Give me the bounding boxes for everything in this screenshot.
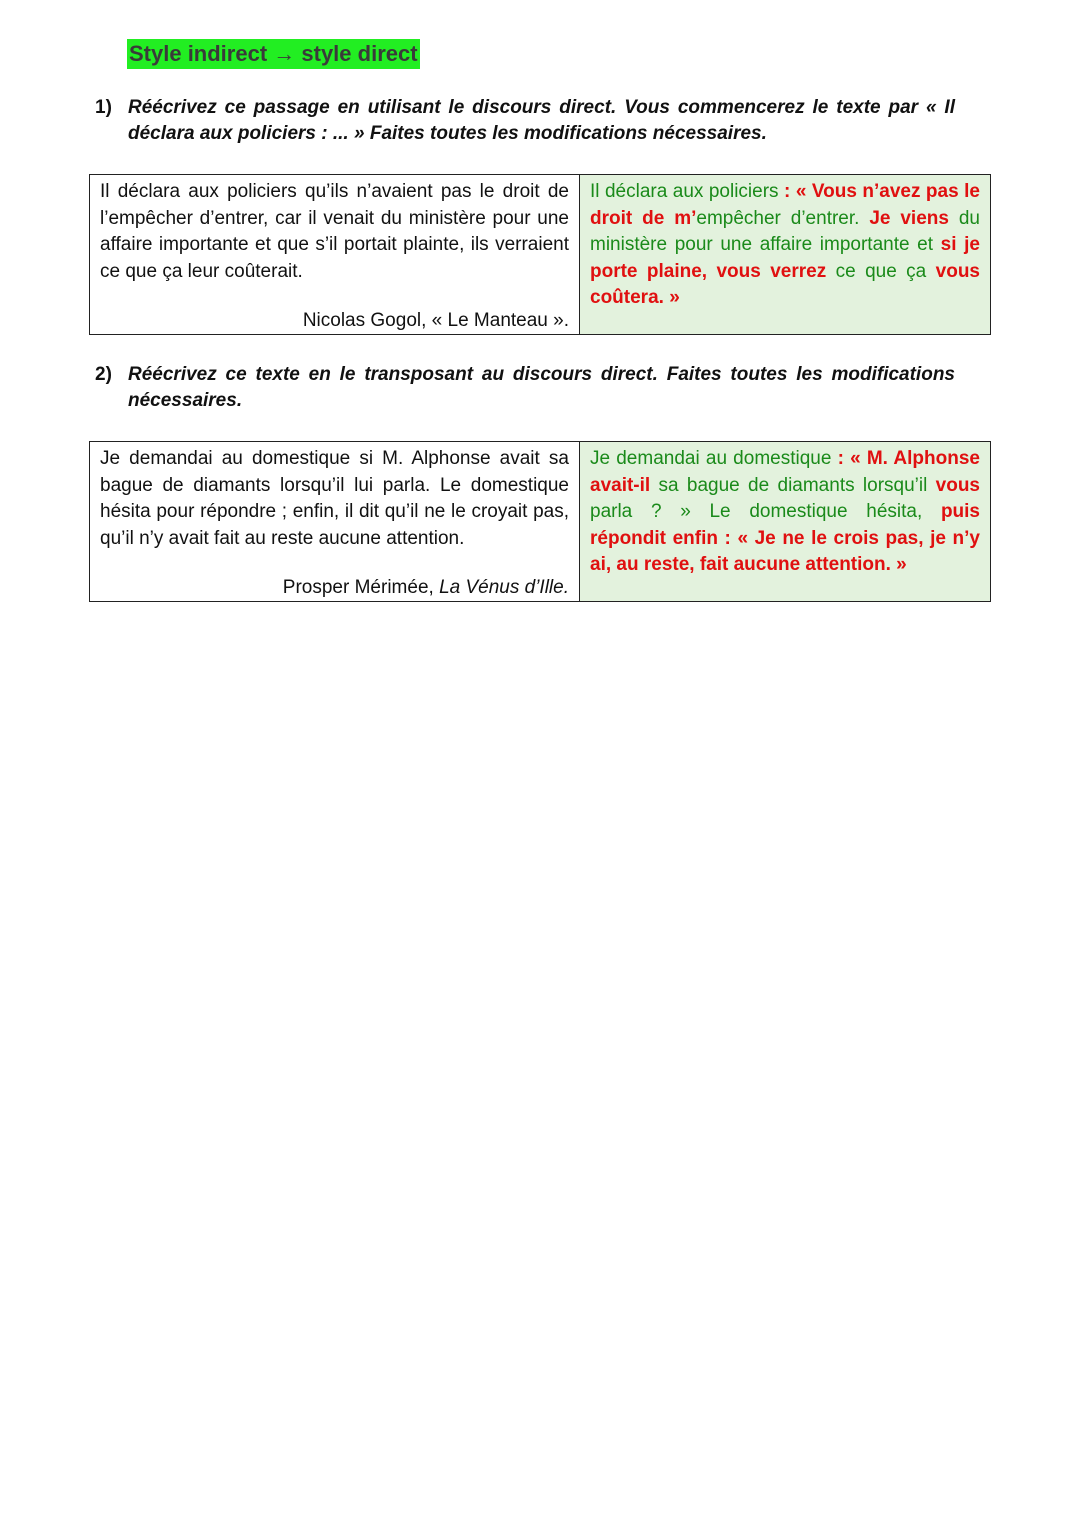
- exercise-2-answer-segment: vous: [935, 474, 980, 496]
- exercise-1-answer-segment: ce que ça: [826, 260, 936, 282]
- exercise-1-source-cell: [90, 175, 580, 335]
- exercise-1-attribution: Nicolas Gogol, « Le Manteau ».: [302, 309, 569, 331]
- page-title: Style indirect → style direct: [127, 39, 420, 69]
- exercise-2-attribution: [283, 575, 569, 602]
- exercise-1-table: [89, 174, 991, 335]
- exercise-2-number: 2): [95, 364, 112, 385]
- exercise-2-attribution-work: La Vénus d’Ille.: [439, 576, 569, 598]
- exercise-2-answer-segment: parla ? » Le domestique hésita,: [590, 501, 941, 522]
- exercise-1-instruction-text: Réécrivez ce passage en utilisant le discours direct. Vous commencerez le texte par « Il déclara aux policiers : ... » Faites toutes les modifications nécessaires.: [128, 97, 955, 144]
- exercise-1-answer-segment: Il déclara aux policiers: [590, 181, 785, 202]
- exercise-2-source-text: Je demandai au domestique si M. Alphonse avait sa bague de diamants lorsqu’il lui parla. Le domestique hésita pour répondre ; enfin, il dit qu’il ne le croyait pas, qu’il n’y avait fait au reste aucune attention.: [100, 448, 569, 549]
- exercise-1-answer-segment: empêcher d’entrer.: [696, 207, 870, 229]
- exercise-1-answer-segment: vous coûtera. »: [590, 260, 981, 308]
- exercise-1-number: 1): [95, 97, 112, 118]
- exercise-2-source-cell: [90, 442, 580, 602]
- exercise-1-instruction: [95, 95, 955, 147]
- exercise-1-answer-segment: : « Vous n’avez pas le droit de m’: [590, 181, 980, 229]
- exercise-2-attribution-author: Prosper Mérimée,: [282, 576, 440, 598]
- exercise-2-answer-segment: sa bague de diamants lorsqu’il: [650, 474, 936, 496]
- exercise-2-answer-cell: [580, 442, 991, 602]
- exercise-2-answer-segment: puis répondit enfin : « Je ne le crois pas, je n’y ai, au reste, fait aucune attention. »: [590, 501, 980, 575]
- exercise-1-answer-segment: Je viens: [869, 207, 949, 229]
- exercise-1-source-text: Il déclara aux policiers qu’ils n’avaient pas le droit de l’empêcher d’entrer, car il venait du ministère pour une affaire importante et que s’il portait plainte, ils verraient ce que ça leur coûterait.: [100, 181, 569, 282]
- exercise-1-answer-cell: [580, 175, 991, 335]
- exercise-2-table: [89, 441, 991, 602]
- exercise-2-instruction: [95, 362, 955, 414]
- exercise-2-instruction-text: Réécrivez ce texte en le transposant au discours direct. Faites toutes les modifications nécessaires.: [128, 364, 955, 411]
- exercise-2-answer-segment: Je demandai au domestique: [590, 448, 838, 469]
- exercise-1-answer-segment: du ministère pour une affaire importante et: [590, 207, 980, 255]
- exercise-1-answer-segment: si je porte plaine, vous verrez: [590, 234, 980, 282]
- exercise-2-answer-segment: : « M. Alphonse avait-il: [590, 448, 980, 496]
